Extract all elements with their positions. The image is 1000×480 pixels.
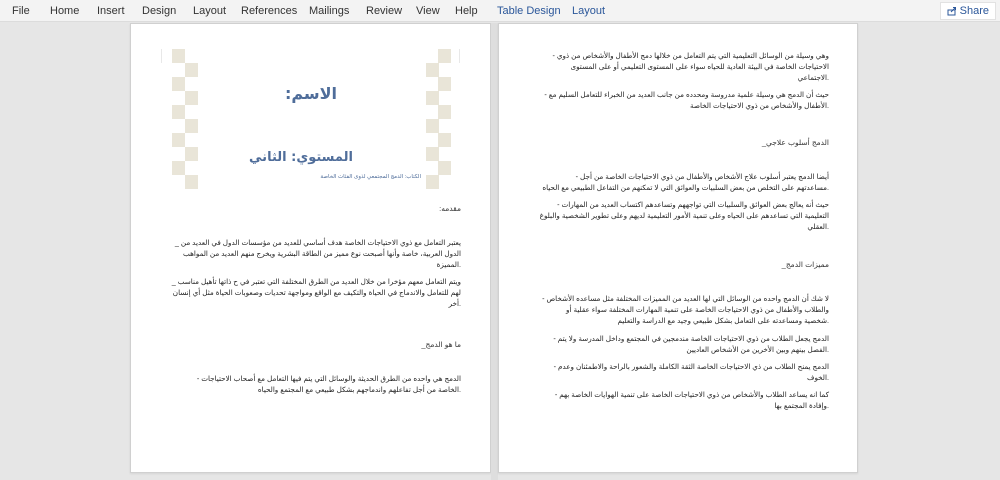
tab-file[interactable]: File	[12, 5, 30, 17]
ribbon-tab-bar	[0, 0, 1000, 22]
cover-name-label: الاسم:	[284, 84, 338, 103]
document-page-1[interactable]: الاسم: المستوي: الثاني الكتاب: الدمج المجتمعي لذوى الفئات الخاصة مقدمه: يعتبر التعامل مع ذوي الاحتياجات الخاصة هدف أساسي للعديد من مؤسسات الدول في العديد من _ الدول العربية، خاصة وأنها أصبحت نوع مميز من الطاقة البشرية ويخرج منهم العديد من المواهب .المميزة ويتم التعامل معهم مؤخرا من خلال العديد من الطرق المختلفة التي تعتبر في ح ذاتها تأهيل مناسب _ لهم للتعامل والاندماج في الحياة والتكيف مع الواقع ومواجهة تحديات وصعوبات الحياة مثل أي إنسان .أخر ما هو الدمج_ الدمج هي واحده من الطرق الحديثة والوسائل التي يتم فيها التعامل مع أصحاب الاحتياجات - .الخاصة من أجل تفاعلهم واندماجهم بشكل طبيعي مع المجتمع والحياه	[130, 23, 491, 473]
cover-frame-right	[459, 49, 460, 63]
share-icon	[947, 6, 957, 16]
tab-table-layout[interactable]: Layout	[572, 5, 606, 17]
cover-level-label: المستوي: الثاني	[249, 150, 353, 165]
document-canvas[interactable]	[0, 23, 1000, 480]
what-is-integration-heading: ما هو الدمج_	[421, 340, 461, 349]
features-heading: مميزات الدمج_	[781, 260, 829, 269]
tab-home[interactable]: Home	[50, 5, 80, 17]
tab-review[interactable]: Review	[366, 5, 403, 17]
therapy-heading: الدمج أسلوب علاجي_	[761, 138, 829, 147]
intro-heading: مقدمه:	[439, 204, 461, 213]
tab-view[interactable]: View	[416, 5, 440, 17]
tab-layout[interactable]: Layout	[193, 5, 227, 17]
share-label: Share	[959, 5, 989, 17]
tab-mailings[interactable]: Mailings	[309, 5, 350, 17]
tab-design[interactable]: Design	[142, 5, 177, 17]
tab-references[interactable]: References	[241, 5, 298, 17]
page-gap	[491, 23, 498, 480]
tab-help[interactable]: Help	[455, 5, 478, 17]
cover-frame-left	[161, 49, 162, 63]
tab-table-design[interactable]: Table Design	[497, 5, 561, 17]
share-button[interactable]	[940, 2, 996, 20]
tab-insert[interactable]: Insert	[97, 5, 125, 17]
cover-book-label: الكتاب: الدمج المجتمعي لذوى الفئات الخاصة	[320, 174, 421, 180]
document-page-2[interactable]: وهي وسيلة من الوسائل التعليمية التي يتم التعامل من خلالها دمج الأطفال والأشخاص من ذوي - الاحتياجات الخاصة في البيئة العادية للحياه سواء على المستوى التعليمي أو على المستوى .الاجتماعي حيث أن الدمج هي وسيلة علمية مدروسة ومحدده من جانب العديد من الخبراء للتعامل السليم مع - .الأطفال والأشخاص من ذوي الاحتياجات الخاصة الدمج أسلوب علاجي_ أيضا الدمج يعتبر أسلوب علاج الأشخاص والأطفال من ذوي الاحتياجات الخاصة من أجل - .مساعدتهم على التخلص من بعض السلبيات والعوائق التي لا تمكنهم من التفاعل الطبيعي مع الحياه حيث أنه يعالج بعض العوائق والسلبيات التي تواجههم وتساعدهم اكتساب العديد من المهارات - التعليمية التي تساعدهم على الحياه وعلى تنمية الأمور التعليمية لديهم وعلى تطوير الشخصية والبلوغ .العقلي مميزات الدمج_ لا شك أن الدمج واحده من الوسائل التي لها العديد من المميزات المختلفة مثل مساعده الأشخاص - والطلاب والأطفال من ذوي الاحتياجات الخاصة على تنمية المهارات المختلفة سواء عقلية أو .شخصية ومساعدته على التعامل بشكل طبيعي وجيد مع الدراسة والتعليم الدمج يجعل الطلاب من ذوي الاحتياجات الخاصة مندمجين في المجتمع وداخل المدرسة ولا يتم - .الفصل بينهم وبين الأخرين من الأشخاص العاديين الدمج يمنح الطلاب من ذي الاحتياجات الخاصة الثقة الكاملة والشعور بالراحة والاطمئنان وعدم - .الخوف كما انه يساعد الطلاب والأشخاص من ذوي الاحتياجات الخاصة على تنمية الهوايات الخاصة بهم - .وإفادة المجتمع بها	[498, 23, 858, 473]
